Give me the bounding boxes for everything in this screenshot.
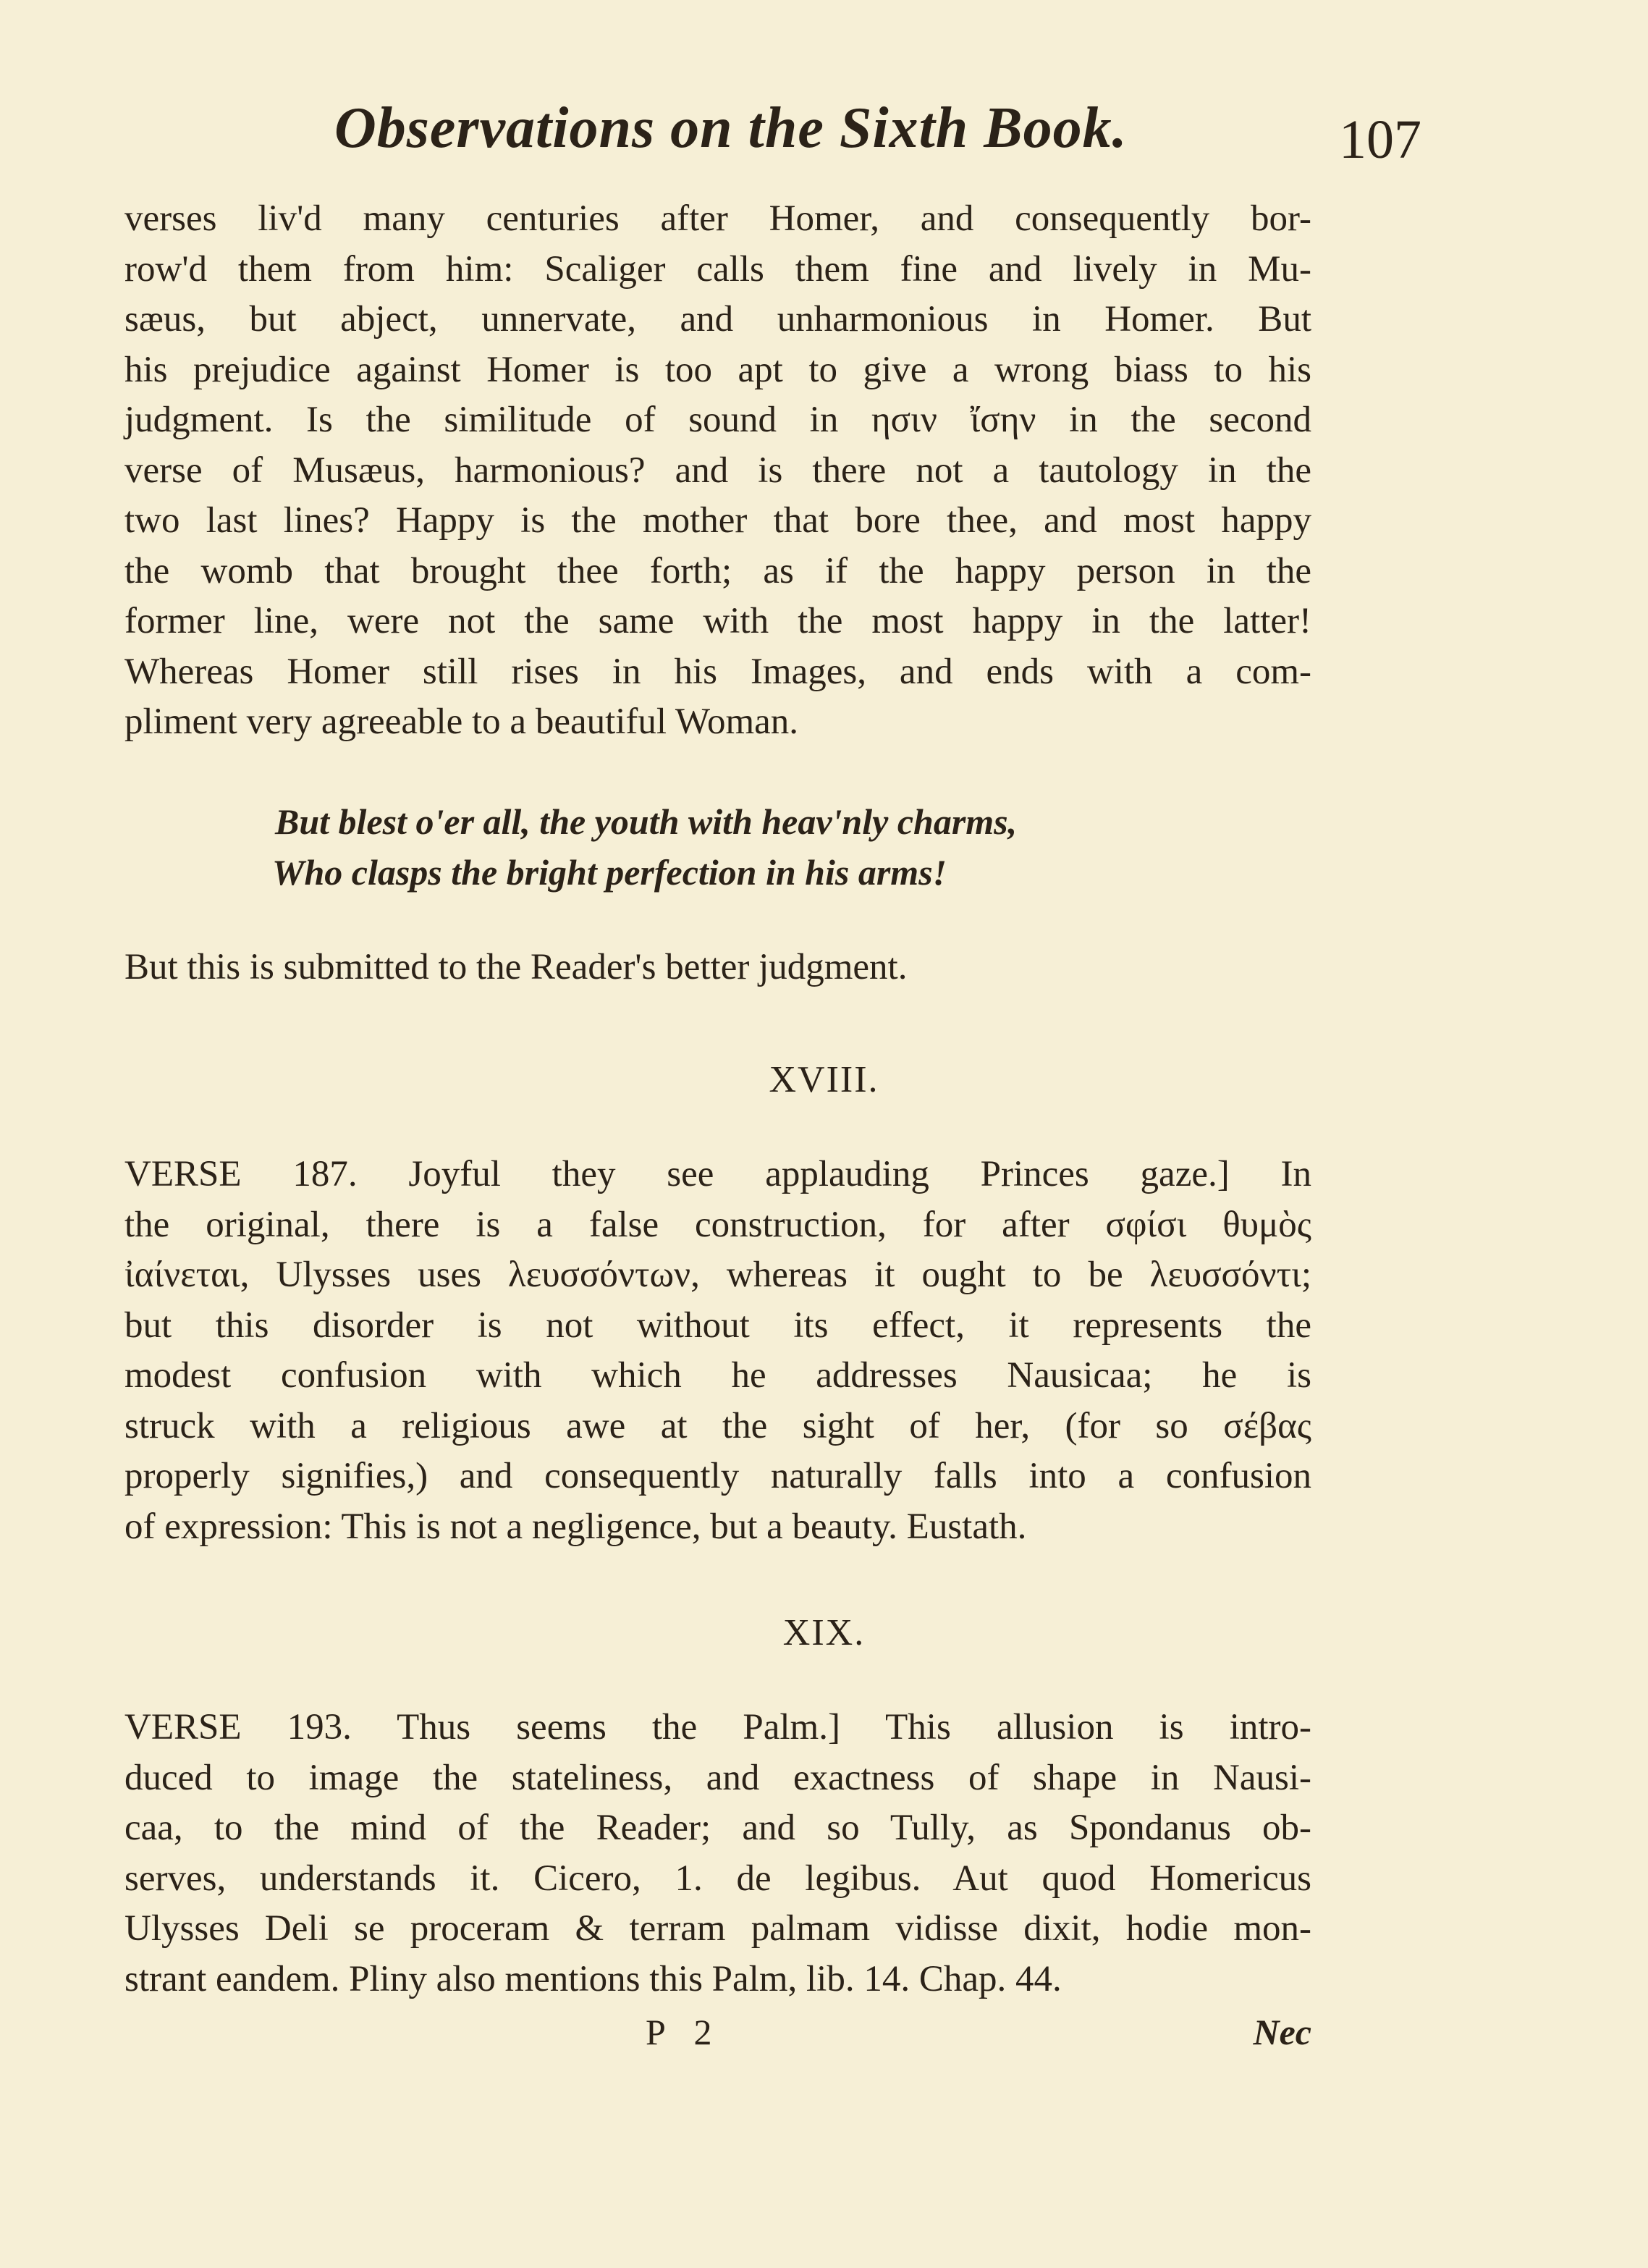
text-line: But this is submitted to the Reader's better judgment. xyxy=(124,947,908,987)
page-footer xyxy=(124,2011,1311,2062)
section-heading-18: XVIII. xyxy=(769,1059,879,1100)
section-heading-19: XIX. xyxy=(782,1612,866,1653)
text-line: ἰαίνεται, Ulysses uses λευσσόντων, whereas it ought to be λευσσόντι; xyxy=(124,1255,1311,1295)
text-line: row'd them from him: Scaliger calls them fine and lively in Mu- xyxy=(124,248,1311,290)
text-line: Ulysses Deli se proceram & terram palmam vidisse dixit, hodie mon- xyxy=(124,1908,1311,1949)
text-line: VERSE 193. Thus seems the Palm.] This allusion is intro- xyxy=(124,1707,1311,1748)
text-line: Whereas Homer still rises in his Images, and ends with a com- xyxy=(124,651,1311,692)
page-header xyxy=(0,96,1648,175)
text-line: of expression: This is not a negligence, but a beauty. Eustath. xyxy=(124,1506,1027,1547)
verse-line-2: Who clasps the bright perfection in his arms! xyxy=(272,852,947,893)
text-line: VERSE 187. Joyful they see applauding Princes gaze.] In xyxy=(124,1154,1311,1194)
text-line: strant eandem. Pliny also mentions this Palm, lib. 14. Chap. 44. xyxy=(124,1958,1062,1999)
text-line: two last lines? Happy is the mother that bore thee, and most happy xyxy=(124,500,1311,541)
text-line: the womb that brought thee forth; as if the happy person in the xyxy=(124,550,1311,591)
catchword: Nec xyxy=(1253,2012,1311,2052)
text-line: pliment very agreeable to a beautiful Woman. xyxy=(124,701,799,742)
paragraph-homer-musaeus xyxy=(124,194,1311,748)
paragraph-reader-judgment xyxy=(124,943,1311,993)
text-line: properly signifies,) and consequently naturally falls into a confusion xyxy=(124,1456,1311,1496)
verse-quotation xyxy=(272,796,1216,898)
text-line: judgment. Is the similitude of sound in ησιν ἴσην in the second xyxy=(124,400,1311,440)
text-line: his prejudice against Homer is too apt to give a wrong biass to his xyxy=(124,349,1311,390)
text-line: verse of Musæus, harmonious? and is there not a tautology in the xyxy=(124,450,1311,491)
text-line: caa, to the mind of the Reader; and so Tully, as Spondanus ob- xyxy=(124,1808,1311,1848)
page-number: 107 xyxy=(1339,109,1421,170)
text-line: serves, understands it. Cicero, 1. de legibus. Aut quod Homericus xyxy=(124,1858,1311,1899)
text-line: sæus, but abject, unnervate, and unharmonious in Homer. But xyxy=(124,299,1311,340)
text-line: modest confusion with which he addresses Nausicaa; he is xyxy=(124,1355,1311,1396)
text-line: duced to image the stateliness, and exactness of shape in Nausi- xyxy=(124,1757,1311,1798)
section-19-body xyxy=(124,1703,1311,2004)
text-line: former line, were not the same with the most happy in the latter! xyxy=(124,601,1311,641)
section-18-body xyxy=(124,1150,1311,1552)
text-line: the original, there is a false construction, for after σφίσι θυμὸς xyxy=(124,1204,1311,1245)
signature-mark: P 2 xyxy=(646,2012,722,2052)
text-line: but this disorder is not without its effect, it represents the xyxy=(124,1304,1311,1346)
running-title: Observations on the Sixth Book. xyxy=(334,96,1128,160)
text-line: struck with a religious awe at the sight of her, (for so σέβας xyxy=(124,1405,1311,1446)
text-line: verses liv'd many centuries after Homer, and consequently bor- xyxy=(124,198,1311,239)
verse-line-1: But blest o'er all, the youth with heav'nly charms, xyxy=(275,801,1018,842)
